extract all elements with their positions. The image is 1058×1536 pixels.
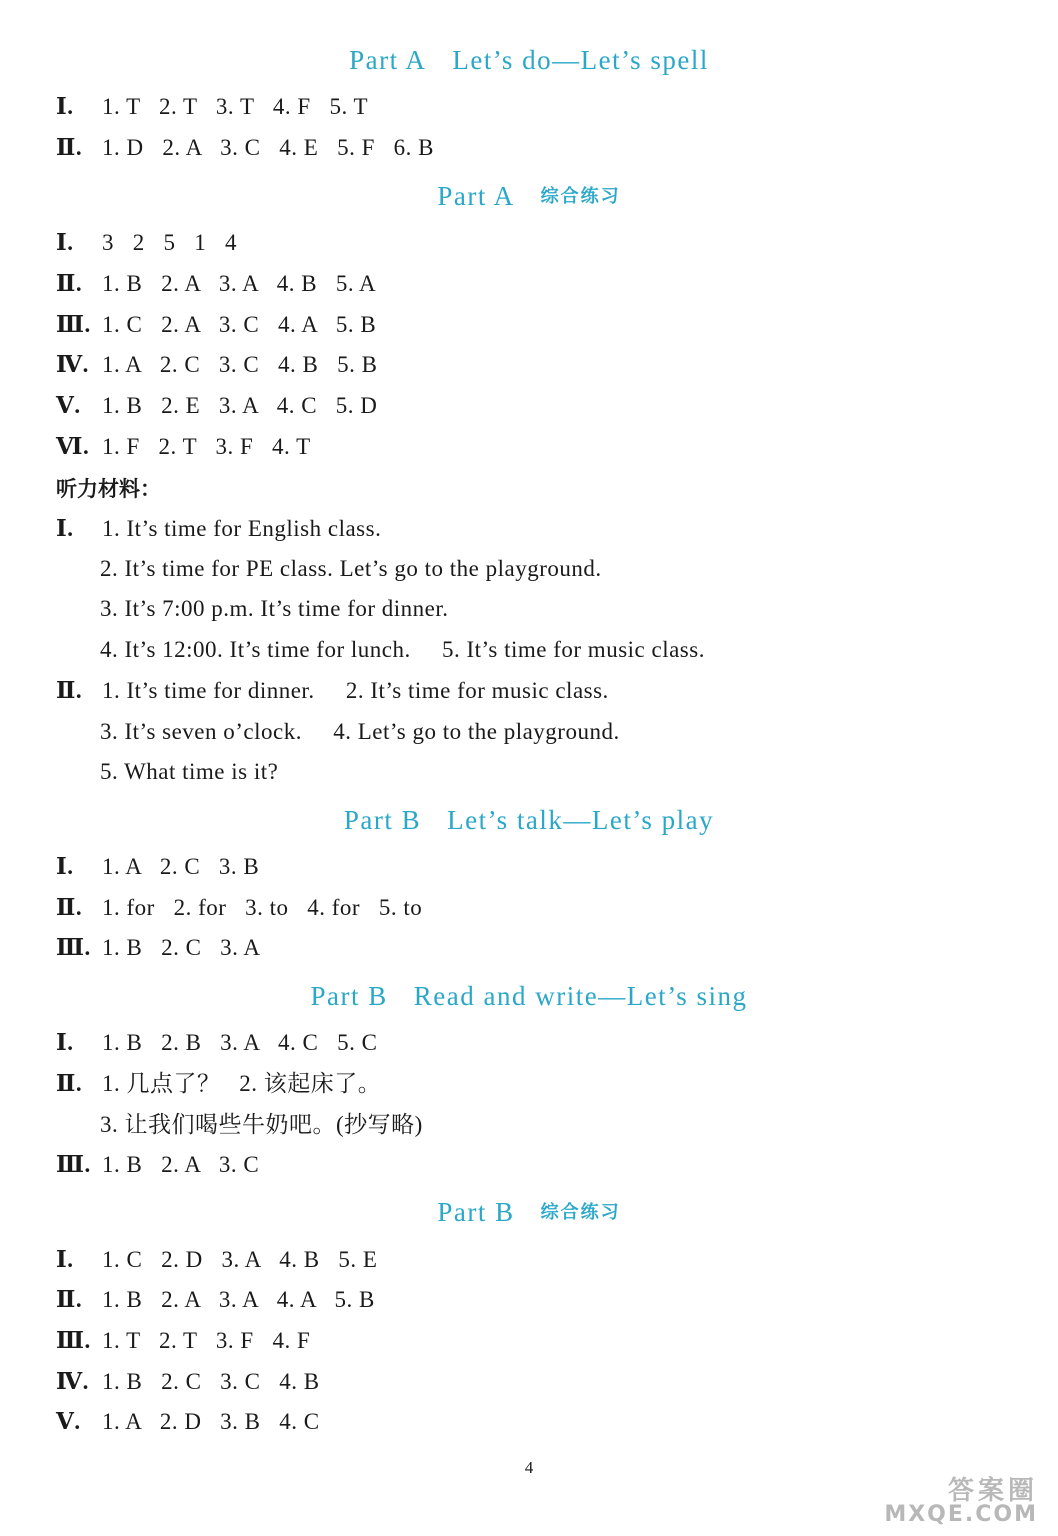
section-title-topic: 综合练习 bbox=[540, 1202, 621, 1223]
answer-text: 1. for 2. for 3. to 4. for 5. to bbox=[102, 895, 423, 920]
section-title-topic: Let’s talk—Let’s play bbox=[447, 805, 715, 835]
answer-text: 1. B 2. C 3. C 4. B bbox=[102, 1369, 320, 1394]
answer-text: 1. A 2. C 3. B bbox=[102, 854, 260, 879]
answer-text: 1. A 2. D 3. B 4. C bbox=[102, 1409, 320, 1434]
answer-line bbox=[56, 391, 377, 421]
answer-line bbox=[56, 350, 377, 380]
section-title-b-talk-play bbox=[0, 804, 1058, 836]
listening-line bbox=[100, 635, 705, 665]
listening-text: 3. It’s seven o’clock. 4. Let’s go to the playground. bbox=[100, 719, 620, 744]
listening-label: 听力材料： bbox=[56, 477, 161, 501]
answer-line bbox=[56, 1069, 381, 1099]
answer-line bbox=[56, 1326, 310, 1356]
section-title-part: Part A bbox=[437, 181, 515, 211]
section-title-b-practice bbox=[0, 1196, 1058, 1229]
listening-text: 4. It’s 12:00. It’s time for lunch. 5. It’s time for music class. bbox=[100, 637, 705, 662]
answer-line bbox=[56, 1285, 375, 1315]
answer-line bbox=[56, 1367, 320, 1397]
listening-line bbox=[100, 717, 620, 747]
question-number: Ⅲ. bbox=[56, 1328, 91, 1353]
answer-line bbox=[56, 1407, 320, 1437]
answer-text: 1. B 2. E 3. A 4. C 5. D bbox=[102, 393, 378, 418]
answer-line bbox=[56, 1245, 377, 1275]
answer-line bbox=[100, 1110, 423, 1140]
section-title-a-practice bbox=[0, 180, 1058, 213]
question-number: Ⅳ. bbox=[56, 352, 89, 377]
listening-line bbox=[100, 554, 602, 584]
answer-line bbox=[56, 269, 376, 299]
question-number: Ⅱ. bbox=[56, 135, 83, 160]
section-title-topic: Let’s do—Let’s spell bbox=[452, 45, 709, 75]
question-number: Ⅵ. bbox=[56, 434, 90, 459]
question-number: Ⅴ. bbox=[56, 1409, 81, 1434]
listening-line bbox=[56, 514, 381, 544]
answer-text: 1. B 2. A 3. A 4. A 5. B bbox=[102, 1287, 375, 1312]
page-number: 4 bbox=[524, 1458, 534, 1477]
question-number: Ⅱ. bbox=[56, 678, 83, 703]
section-title-a-do-spell bbox=[0, 44, 1058, 76]
answer-text: 1. B 2. A 3. A 4. B 5. A bbox=[102, 271, 377, 296]
answer-line bbox=[56, 310, 376, 340]
question-number: Ⅰ. bbox=[56, 516, 74, 541]
question-number: Ⅱ. bbox=[56, 1071, 83, 1096]
section-title-b-read-sing bbox=[0, 980, 1058, 1012]
question-number: Ⅱ. bbox=[56, 895, 83, 920]
question-number: Ⅲ. bbox=[56, 935, 91, 960]
answer-line bbox=[56, 933, 261, 963]
question-number: Ⅳ. bbox=[56, 1369, 89, 1394]
answer-text: 1. T 2. T 3. T 4. F 5. T bbox=[102, 94, 369, 119]
section-title-topic: 综合练习 bbox=[540, 186, 621, 207]
section-title-part: Part B bbox=[437, 1197, 515, 1227]
answer-text: 1. F 2. T 3. F 4. T bbox=[102, 434, 311, 459]
listening-text: 3. It’s 7:00 p.m. It’s time for dinner. bbox=[100, 596, 449, 621]
answer-line bbox=[56, 1028, 377, 1058]
question-number: Ⅱ. bbox=[56, 1287, 83, 1312]
question-number: Ⅰ. bbox=[56, 230, 74, 255]
listening-text: 5. What time is it? bbox=[100, 759, 279, 784]
listening-text: 1. It’s time for English class. bbox=[102, 516, 382, 541]
question-number: Ⅱ. bbox=[56, 271, 83, 296]
listening-text: 1. It’s time for dinner. 2. It’s time for music class. bbox=[102, 678, 609, 703]
answer-text: 1. T 2. T 3. F 4. F bbox=[102, 1328, 311, 1353]
section-title-part: Part A bbox=[349, 45, 427, 75]
section-title-topic: Read and write—Let’s sing bbox=[413, 981, 748, 1011]
listening-line bbox=[56, 676, 609, 706]
answer-line bbox=[56, 92, 368, 122]
section-title-part: Part B bbox=[310, 981, 388, 1011]
answer-text: 1. 几点了？ 2. 该起床了。 bbox=[102, 1071, 382, 1096]
watermark-logo bbox=[836, 1470, 1046, 1530]
listening-line bbox=[100, 594, 449, 624]
answer-text: 1. B 2. C 3. A bbox=[102, 935, 261, 960]
question-number: Ⅲ. bbox=[56, 1152, 91, 1177]
question-number: Ⅰ. bbox=[56, 854, 74, 879]
question-number: Ⅴ. bbox=[56, 393, 81, 418]
answer-line bbox=[56, 1150, 259, 1180]
question-number: Ⅲ. bbox=[56, 312, 91, 337]
answer-line bbox=[56, 228, 237, 258]
answer-text: 3 2 5 1 4 bbox=[102, 230, 237, 255]
answer-line bbox=[56, 852, 259, 882]
question-number: Ⅰ. bbox=[56, 1247, 74, 1272]
answer-text: 1. A 2. C 3. C 4. B 5. B bbox=[102, 352, 378, 377]
section-title-part: Part B bbox=[343, 805, 422, 835]
answer-line bbox=[56, 893, 422, 923]
listening-text: 2. It’s time for PE class. Let’s go to the playground. bbox=[100, 556, 602, 581]
question-number: Ⅰ. bbox=[56, 1030, 74, 1055]
answer-line bbox=[56, 432, 311, 462]
answer-text: 3. 让我们喝些牛奶吧。(抄写略) bbox=[100, 1112, 423, 1137]
question-number: Ⅰ. bbox=[56, 94, 74, 119]
answer-text: 1. B 2. A 3. C bbox=[102, 1152, 260, 1177]
answer-text: 1. D 2. A 3. C 4. E 5. F 6. B bbox=[102, 135, 434, 160]
answer-text: 1. C 2. D 3. A 4. B 5. E bbox=[102, 1247, 378, 1272]
watermark-text: 答案圈 bbox=[947, 1476, 1038, 1506]
answer-text: 1. C 2. A 3. C 4. A 5. B bbox=[102, 312, 377, 337]
watermark-url: MXQE.COM bbox=[884, 1502, 1038, 1527]
answer-line bbox=[56, 133, 434, 163]
answer-text: 1. B 2. B 3. A 4. C 5. C bbox=[102, 1030, 378, 1055]
listening-line bbox=[100, 757, 278, 787]
